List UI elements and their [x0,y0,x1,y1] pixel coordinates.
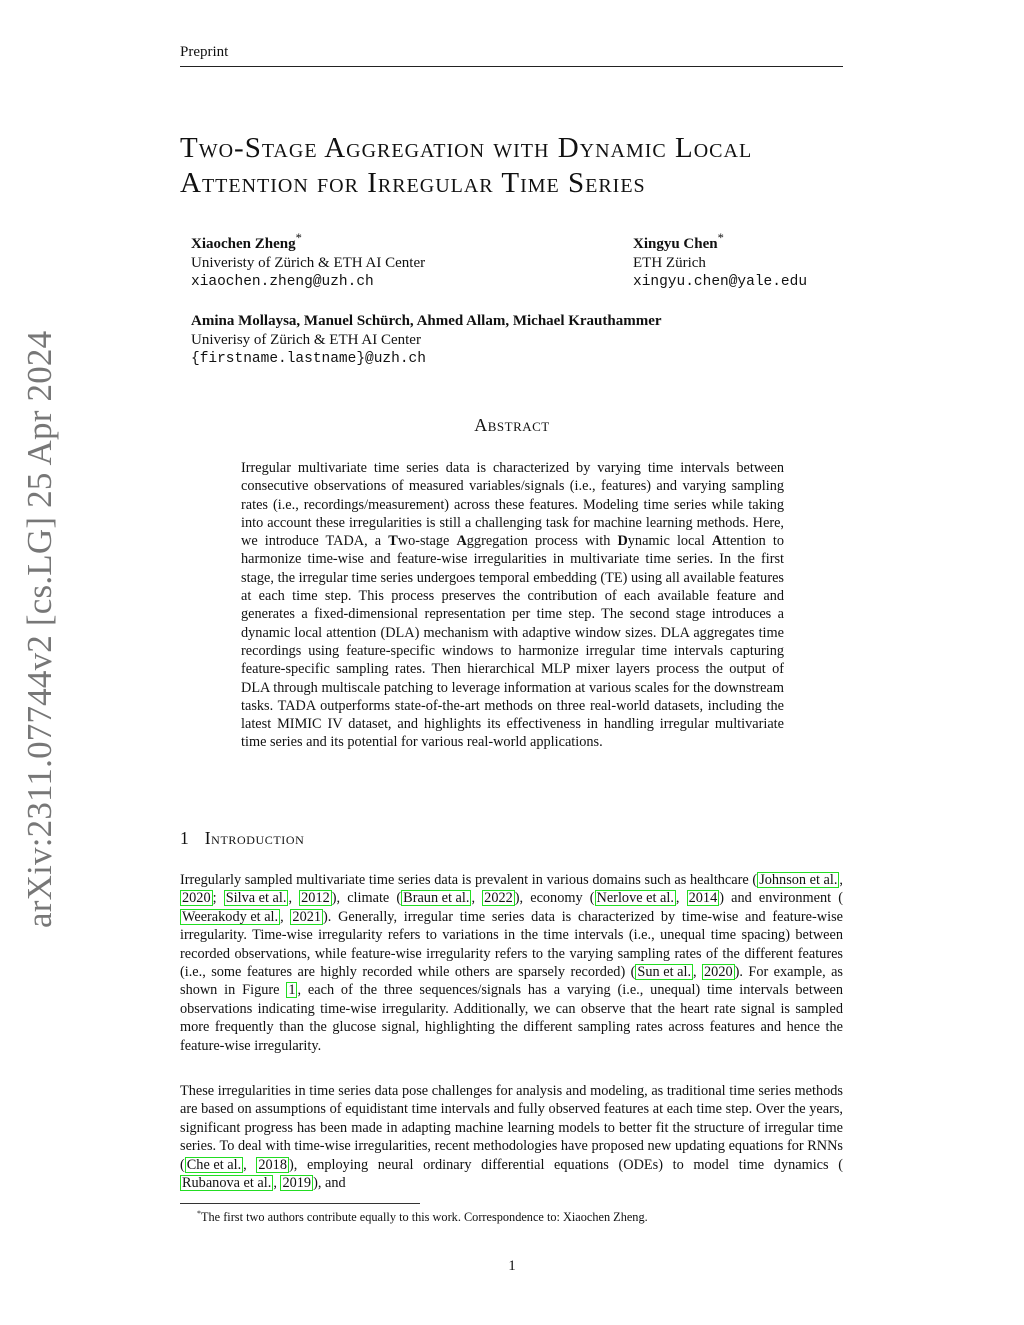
author-email: xiaochen.zheng@uzh.ch [191,274,374,290]
citation-link[interactable]: 2020 [704,964,733,981]
citation-link[interactable]: 2020 [182,890,211,907]
paper-title [180,131,860,201]
author-affiliation: ETH Zürich [633,255,706,271]
citation-link[interactable]: Rubanova et al. [182,1175,272,1192]
author-block-2 [633,229,807,292]
running-header: Preprint [180,44,229,60]
section-title: Introduction [204,828,305,848]
footnote [197,1209,648,1225]
citation-link[interactable]: 2014 [688,890,718,907]
citation-link[interactable]: Silva et al. [225,890,287,907]
abstract-heading: Abstract [474,415,550,435]
citation-link[interactable]: 2022 [484,890,513,907]
author-mark: * [295,231,302,245]
citation-link[interactable]: Johnson et al. [759,872,838,888]
citation-link[interactable]: Nerlove et al. [596,890,674,907]
footnote-rule [180,1203,420,1204]
intro-paragraph-1: Irregularly sampled multivariate time series data is prevalent in various domains such as healthcare ( Johnson et al. , 2020 ; Silva et al. , 2012 ), climate ( Braun et al. , 2022 ), economy ( Nerlove et al. , 2014 ) and environment (Weerakody et al. , 2021 ). Generally, irregular time series data is characterized by time-wise and feature-wise irregularity. Time-wise irregularity refers to variations in the time intervals (i.e., unequal time spacing) between recorded observations, while feature-wise irregularity refers to the varying sampling rates of the different features (i.e., some features are highly recorded while others are sparsely recorded) ( Sun et al. , 2020 ). For example, as shown in Figure 1 , each of the three sequences/signals has a varying (i.e., unequal) time intervals between observations indicating time-wise irregularity. Additionally, we can observe that the heart rate signal is sampled more frequently than the glucose signal, highlighting the different sampling rates across features and hence the feature-wise irregularity. [180,872,844,1054]
section-heading-introduction [180,828,304,849]
author-mark: * [717,231,724,245]
footnote-mark: * [197,1209,201,1218]
intro-paragraph-2: These irregularities in time series data pose challenges for analysis and modeling, as traditional time series methods are based on assumptions of equidistant time intervals and fully observed features at each time step. Over the years, significant progress has been made in adapting machine learning models to better fit the structure of irregular time series. To deal with time-wise irregularities, recent methodologies have proposed new updating equations for RNNs ( Che et al. , 2018 ), employing neural ordinary differential equations (ODEs) to model time dynamics (Rubanova et al. , 2019 ), and [180,1083,843,1192]
citation-link[interactable]: Braun et al. [403,890,470,907]
author-affiliation: Univeristy of Zürich & ETH AI Center [191,255,426,271]
citation-link[interactable]: 2021 [292,908,322,925]
page-number: 1 [508,1258,516,1274]
citation-link[interactable]: 2012 [301,890,330,907]
author-name: Xiaochen Zheng [191,236,296,252]
citation-link[interactable]: Weerakody et al. [182,908,279,925]
citation-link[interactable]: Che et al. [186,1156,242,1173]
header-rule [180,66,843,67]
author-name: Xingyu Chen [633,236,718,252]
section-number: 1 [180,828,189,848]
author-block-1 [191,229,425,292]
citation-link[interactable]: Sun et al. [637,964,692,981]
title-line-2: Attention for Irregular Time Series [180,167,646,199]
figure-reference-link[interactable]: 1 [288,982,296,999]
author-names: Amina Mollaysa, Manuel Schürch, Ahmed Allam, Michael Krauthammer [191,313,662,329]
abstract-body: Irregular multivariate time series data is characterized by varying time intervals between consecutive observations of measured variables/signals (i.e., features) and varying sampling rates (i.e., recordings/measurement) across these features. Modeling time series while taking into account these irregularities is still a challenging task for machine learning methods. Here, we introduce TADA, a Two-stage Aggregation process with Dynamic local Attention to harmonize time-wise and feature-wise irregularities in multivariate time series. In the first stage, the irregular time series undergoes temporal embedding (TE) using all available features at each time step. This process preserves the contribution of each available feature and generates a fixed-dimensional representation per time step. The second stage introduces a dynamic local attention (DLA) mechanism with adaptive window sizes. DLA aggregates time recordings using feature-specific windows to harmonize irregular time intervals capturing feature-specific sampling rates. Then hierarchical MLP mixer layers process the output of DLA through multiscale patching to leverage information at various scales for the downstream tasks. TADA outperforms state-of-the-art methods on three real-world datasets, including the latest MIMIC IV dataset, and highlights its effectiveness in handling irregular multivariate time series and its potential for various real-world applications. [241,460,785,751]
footnote-text: The first two authors contribute equally to this work. Correspondence to: Xiaochen Zheng. [201,1210,648,1225]
citation-link[interactable]: 2019 [282,1175,312,1192]
arxiv-sidebar-stamp: arXiv:2311.07744v2 [cs.LG] 25 Apr 2024 [20,330,59,928]
author-email: {firstname.lastname}@uzh.ch [191,351,426,367]
citation-link[interactable]: 2018 [258,1156,287,1173]
author-block-3 [191,312,662,369]
author-email: xingyu.chen@yale.edu [633,274,808,290]
author-affiliation: Univerisy of Zürich & ETH AI Center [191,332,421,348]
title-line-1: Two-Stage Aggregation with Dynamic Local [180,132,753,164]
